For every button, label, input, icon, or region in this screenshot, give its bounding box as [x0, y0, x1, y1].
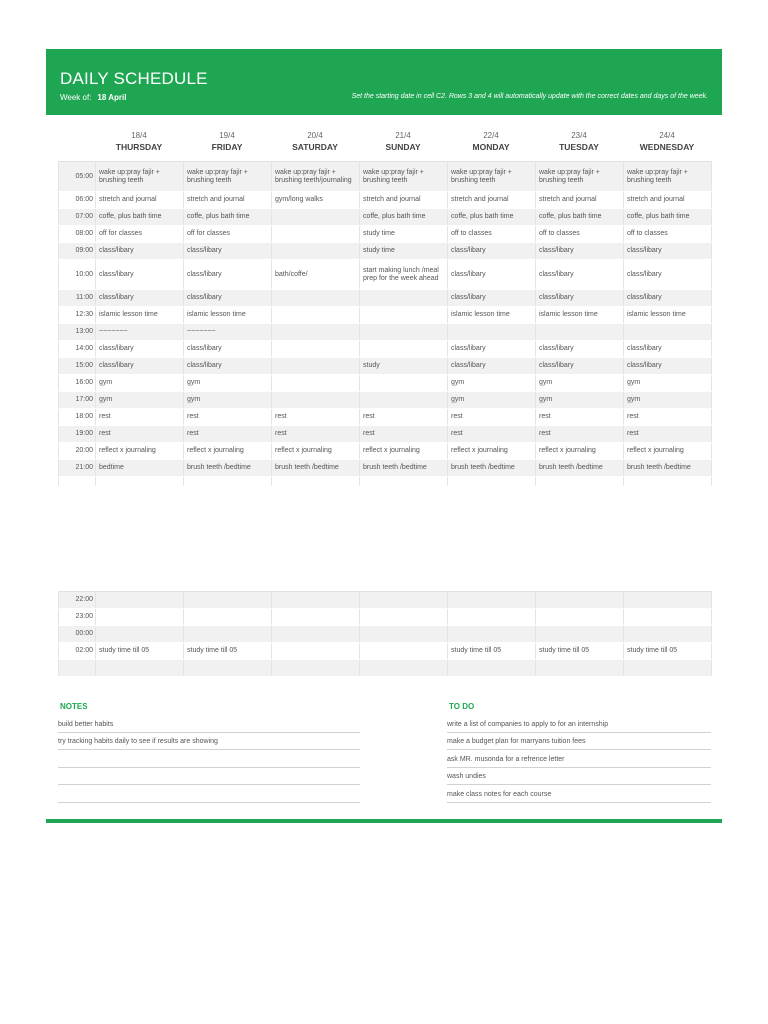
time-cell: 22:00 — [59, 592, 96, 609]
schedule-cell[interactable] — [360, 307, 448, 324]
time-cell: 14:00 — [59, 341, 96, 358]
schedule-cell[interactable]: stretch and journal — [536, 192, 624, 209]
schedule-cell[interactable] — [184, 609, 272, 626]
schedule-cell[interactable]: gym — [536, 375, 624, 392]
schedule-cell[interactable] — [624, 609, 712, 626]
schedule-cell[interactable]: stretch and journal — [624, 192, 712, 209]
table-row — [59, 660, 712, 677]
instructions-text: Set the starting date in cell C2. Rows 3 and 4 will automatically update with the correct dates and days of the week. — [351, 93, 708, 100]
notes-title: NOTES — [60, 702, 88, 711]
schedule-cell[interactable]: class/libary — [624, 243, 712, 260]
schedule-cell[interactable]: reflect x journaling — [272, 443, 360, 460]
day-date: 24/4 — [659, 131, 675, 140]
day-name: THURSDAY — [115, 142, 163, 152]
schedule-cell[interactable]: gym — [624, 392, 712, 409]
schedule-cell[interactable] — [360, 477, 448, 487]
schedule-cell[interactable]: wake up:pray fajir + brushing teeth — [184, 162, 272, 192]
time-cell: 19:00 — [59, 426, 96, 443]
time-cell: 12:30 — [59, 307, 96, 324]
schedule-cell[interactable]: reflect x journaling — [624, 443, 712, 460]
schedule-cell[interactable]: class/libary — [184, 341, 272, 358]
schedule-cell[interactable]: class/libary — [536, 260, 624, 290]
schedule-cell[interactable]: class/libary — [184, 358, 272, 375]
schedule-cell[interactable] — [624, 660, 712, 677]
schedule-cell[interactable]: rest — [536, 409, 624, 426]
day-name: TUESDAY — [559, 142, 599, 152]
table-row — [59, 409, 712, 426]
schedule-cell[interactable]: off to classes — [624, 226, 712, 243]
day-header — [623, 131, 711, 152]
schedule-cell[interactable]: class/libary — [448, 260, 536, 290]
schedule-cell[interactable]: islamic lesson time — [96, 307, 184, 324]
table-row — [59, 358, 712, 375]
day-name: WEDNESDAY — [639, 142, 695, 152]
table-row — [59, 477, 712, 487]
schedule-cell[interactable]: rest — [272, 426, 360, 443]
schedule-cell[interactable]: stretch and journal — [448, 192, 536, 209]
schedule-cell[interactable]: brush teeth /bedtime — [448, 460, 536, 477]
schedule-cell[interactable] — [360, 626, 448, 643]
week-value[interactable]: 18 April — [97, 93, 127, 102]
schedule-cell[interactable] — [448, 660, 536, 677]
schedule-cell[interactable]: class/libary — [448, 341, 536, 358]
schedule-cell[interactable] — [96, 626, 184, 643]
schedule-cell[interactable]: start making lunch /meal prep for the week ahead — [360, 260, 448, 290]
schedule-cell[interactable] — [184, 660, 272, 677]
table-row — [59, 162, 712, 192]
schedule-cell[interactable] — [360, 660, 448, 677]
schedule-cell[interactable]: rest — [360, 426, 448, 443]
page-title: DAILY SCHEDULE — [60, 69, 208, 88]
schedule-cell[interactable]: coffe, plus bath time — [184, 209, 272, 226]
schedule-cell[interactable]: class/libary — [96, 290, 184, 307]
schedule-cell[interactable]: gym — [184, 375, 272, 392]
table-row — [59, 324, 712, 341]
time-cell: 08:00 — [59, 226, 96, 243]
schedule-cell[interactable] — [360, 643, 448, 660]
todo-item[interactable]: wash undies — [447, 768, 711, 785]
schedule-cell[interactable]: islamic lesson time — [624, 307, 712, 324]
schedule-cell[interactable] — [272, 358, 360, 375]
schedule-cell[interactable]: class/libary — [448, 290, 536, 307]
schedule-cell[interactable]: brush teeth /bedtime — [360, 460, 448, 477]
table-row — [59, 643, 712, 660]
schedule-cell[interactable]: brush teeth /bedtime — [624, 460, 712, 477]
schedule-cell[interactable] — [360, 290, 448, 307]
time-cell: 17:00 — [59, 392, 96, 409]
time-cell: 18:00 — [59, 409, 96, 426]
schedule-cell[interactable]: islamic lesson time — [448, 307, 536, 324]
schedule-cell[interactable] — [184, 477, 272, 487]
day-date: 22/4 — [483, 131, 499, 140]
schedule-cell[interactable] — [448, 592, 536, 609]
schedule-cell[interactable]: class/libary — [448, 243, 536, 260]
schedule-cell[interactable]: wake up:pray fajir + brushing teeth — [96, 162, 184, 192]
schedule-cell[interactable] — [448, 324, 536, 341]
week-of — [60, 93, 126, 102]
schedule-cell[interactable]: off for classes — [96, 226, 184, 243]
day-header — [447, 131, 535, 152]
schedule-cell[interactable]: rest — [624, 426, 712, 443]
schedule-cell[interactable]: reflect x journaling — [360, 443, 448, 460]
schedule-cell[interactable] — [272, 307, 360, 324]
table-row — [59, 392, 712, 409]
schedule-cell[interactable]: class/libary — [184, 243, 272, 260]
todo-item[interactable]: make class notes for each course — [447, 786, 711, 803]
time-cell: 23:00 — [59, 609, 96, 626]
day-date: 23/4 — [571, 131, 587, 140]
schedule-cell[interactable] — [272, 643, 360, 660]
schedule-cell[interactable]: rest — [624, 409, 712, 426]
todo-item[interactable]: make a budget plan for marryans tuition fees — [447, 733, 711, 750]
table-row — [59, 375, 712, 392]
schedule-cell[interactable] — [184, 626, 272, 643]
schedule-cell[interactable]: off to classes — [448, 226, 536, 243]
time-cell: 00:00 — [59, 626, 96, 643]
schedule-cell[interactable] — [536, 626, 624, 643]
footer-bar — [46, 819, 722, 823]
table-row — [59, 260, 712, 290]
day-header — [359, 131, 447, 152]
notes-item[interactable]: build better habits — [58, 716, 360, 733]
schedule-cell[interactable]: stretch and journal — [96, 192, 184, 209]
schedule-cell[interactable]: brush teeth /bedtime — [184, 460, 272, 477]
schedule-cell[interactable] — [624, 324, 712, 341]
schedule-table-day — [58, 161, 712, 487]
schedule-cell[interactable]: brush teeth /bedtime — [536, 460, 624, 477]
schedule-cell[interactable]: reflect x journaling — [184, 443, 272, 460]
schedule-cell[interactable] — [360, 609, 448, 626]
table-row — [59, 209, 712, 226]
schedule-cell[interactable]: class/libary — [96, 243, 184, 260]
day-header — [183, 131, 271, 152]
schedule-cell[interactable]: brush teeth /bedtime — [272, 460, 360, 477]
time-cell: 10:00 — [59, 260, 96, 290]
time-cell: 15:00 — [59, 358, 96, 375]
time-cell: 20:00 — [59, 443, 96, 460]
schedule-cell[interactable] — [624, 477, 712, 487]
schedule-cell[interactable] — [96, 660, 184, 677]
schedule-cell[interactable] — [360, 375, 448, 392]
time-cell — [59, 660, 96, 677]
schedule-cell[interactable]: class/libary — [624, 358, 712, 375]
schedule-cell[interactable]: reflect x journaling — [536, 443, 624, 460]
notes-item[interactable] — [58, 768, 360, 785]
schedule-cell[interactable]: class/libary — [448, 358, 536, 375]
schedule-cell[interactable]: class/libary — [624, 260, 712, 290]
schedule-cell[interactable]: ~~~~~~~ — [96, 324, 184, 341]
schedule-cell[interactable] — [272, 209, 360, 226]
time-cell: 06:00 — [59, 192, 96, 209]
schedule-cell[interactable] — [272, 341, 360, 358]
schedule-cell[interactable]: stretch and journal — [184, 192, 272, 209]
table-row — [59, 426, 712, 443]
schedule-cell[interactable] — [536, 592, 624, 609]
schedule-cell[interactable]: rest — [272, 409, 360, 426]
schedule-cell[interactable]: study time till 05 — [184, 643, 272, 660]
schedule-cell[interactable]: class/libary — [184, 290, 272, 307]
schedule-cell[interactable]: coffe, plus bath time — [448, 209, 536, 226]
schedule-cell[interactable]: stretch and journal — [360, 192, 448, 209]
schedule-cell[interactable] — [272, 226, 360, 243]
schedule-cell[interactable]: study time till 05 — [448, 643, 536, 660]
schedule-cell[interactable]: islamic lesson time — [184, 307, 272, 324]
day-header — [535, 131, 623, 152]
schedule-cell[interactable] — [272, 243, 360, 260]
schedule-cell[interactable]: gym — [184, 392, 272, 409]
schedule-cell[interactable] — [272, 477, 360, 487]
table-row — [59, 592, 712, 609]
schedule-cell[interactable]: class/libary — [96, 358, 184, 375]
schedule-cell[interactable]: gym — [448, 392, 536, 409]
schedule-cell[interactable]: coffe, plus bath time — [96, 209, 184, 226]
time-cell: 09:00 — [59, 243, 96, 260]
schedule-cell[interactable]: class/libary — [536, 290, 624, 307]
schedule-cell[interactable]: coffe, plus bath time — [360, 209, 448, 226]
schedule-cell[interactable] — [360, 341, 448, 358]
time-cell: 05:00 — [59, 162, 96, 192]
schedule-cell[interactable]: class/libary — [96, 341, 184, 358]
table-row — [59, 243, 712, 260]
schedule-cell[interactable]: class/libary — [536, 341, 624, 358]
schedule-cell[interactable]: gym — [448, 375, 536, 392]
schedule-cell[interactable]: reflect x journaling — [448, 443, 536, 460]
schedule-cell[interactable] — [448, 626, 536, 643]
schedule-cell[interactable]: off for classes — [184, 226, 272, 243]
schedule-cell[interactable] — [272, 592, 360, 609]
day-name: SATURDAY — [292, 142, 338, 152]
schedule-cell[interactable] — [272, 626, 360, 643]
schedule-cell[interactable] — [96, 592, 184, 609]
schedule-cell[interactable]: rest — [448, 426, 536, 443]
todo-item[interactable]: write a list of companies to apply to for an internship — [447, 716, 711, 733]
table-row — [59, 192, 712, 209]
schedule-cell[interactable]: bedtime — [96, 460, 184, 477]
time-cell: 13:00 — [59, 324, 96, 341]
schedule-cell[interactable]: study time — [360, 243, 448, 260]
schedule-cell[interactable]: wake up:pray fajir + brushing teeth — [360, 162, 448, 192]
day-name: FRIDAY — [211, 142, 243, 152]
table-row — [59, 290, 712, 307]
day-name: MONDAY — [472, 142, 510, 152]
schedule-cell[interactable]: rest — [184, 409, 272, 426]
notes-item[interactable] — [58, 786, 360, 803]
schedule-cell[interactable]: rest — [184, 426, 272, 443]
schedule-cell[interactable] — [536, 660, 624, 677]
time-cell: 02:00 — [59, 643, 96, 660]
schedule-cell[interactable] — [536, 324, 624, 341]
schedule-cell[interactable] — [536, 609, 624, 626]
table-row — [59, 609, 712, 626]
schedule-cell[interactable]: wake up:pray fajir + brushing teeth/journaling — [272, 162, 360, 192]
schedule-cell[interactable]: wake up:pray fajir + brushing teeth — [448, 162, 536, 192]
schedule-cell[interactable] — [448, 609, 536, 626]
table-row — [59, 443, 712, 460]
schedule-table-night — [58, 591, 712, 677]
table-row — [59, 341, 712, 358]
day-header — [95, 131, 183, 152]
table-row — [59, 307, 712, 324]
schedule-cell[interactable]: class/libary — [624, 341, 712, 358]
schedule-cell[interactable]: gym — [96, 392, 184, 409]
schedule-cell[interactable]: wake up:pray fajir + brushing teeth — [624, 162, 712, 192]
time-cell: 07:00 — [59, 209, 96, 226]
schedule-cell[interactable]: ~~~~~~~ — [184, 324, 272, 341]
schedule-cell[interactable] — [272, 290, 360, 307]
schedule-cell[interactable] — [272, 609, 360, 626]
schedule-cell[interactable]: study — [360, 358, 448, 375]
schedule-cell[interactable] — [272, 660, 360, 677]
day-date: 20/4 — [307, 131, 323, 140]
schedule-cell[interactable]: class/libary — [96, 260, 184, 290]
week-label: Week of: — [60, 93, 92, 102]
schedule-cell[interactable] — [448, 477, 536, 487]
schedule-cell[interactable]: gym — [536, 392, 624, 409]
schedule-cell[interactable]: study time till 05 — [624, 643, 712, 660]
schedule-cell[interactable] — [96, 609, 184, 626]
schedule-cell[interactable] — [624, 626, 712, 643]
day-date: 21/4 — [395, 131, 411, 140]
table-row — [59, 460, 712, 477]
notes-item[interactable] — [58, 751, 360, 768]
schedule-cell[interactable] — [272, 324, 360, 341]
schedule-cell[interactable]: class/libary — [184, 260, 272, 290]
table-row — [59, 226, 712, 243]
schedule-cell[interactable]: class/libary — [536, 243, 624, 260]
schedule-cell[interactable]: reflect x journaling — [96, 443, 184, 460]
schedule-cell[interactable] — [272, 375, 360, 392]
schedule-cell[interactable]: islamic lesson time — [536, 307, 624, 324]
schedule-cell[interactable]: gym — [96, 375, 184, 392]
schedule-cell[interactable] — [360, 592, 448, 609]
schedule-cell[interactable] — [96, 477, 184, 487]
schedule-cell[interactable]: rest — [96, 409, 184, 426]
schedule-cell[interactable] — [624, 592, 712, 609]
day-header — [271, 131, 359, 152]
notes-item[interactable]: try tracking habits daily to see if results are showing — [58, 733, 360, 750]
schedule-cell[interactable]: study time till 05 — [96, 643, 184, 660]
todo-item[interactable]: ask MR. musonda for a refrence letter — [447, 751, 711, 768]
schedule-cell[interactable] — [360, 324, 448, 341]
day-date: 19/4 — [219, 131, 235, 140]
schedule-cell[interactable]: rest — [536, 426, 624, 443]
time-cell: 21:00 — [59, 460, 96, 477]
schedule-cell[interactable]: gym/long walks — [272, 192, 360, 209]
table-row — [59, 626, 712, 643]
schedule-cell[interactable]: class/libary — [536, 358, 624, 375]
todo-title: TO DO — [449, 702, 475, 711]
time-cell — [59, 477, 96, 487]
schedule-cell[interactable]: off to classes — [536, 226, 624, 243]
schedule-cell[interactable]: coffe, plus bath time — [624, 209, 712, 226]
schedule-cell[interactable]: wake up:pray fajir + brushing teeth — [536, 162, 624, 192]
schedule-cell[interactable] — [272, 392, 360, 409]
schedule-cell[interactable] — [360, 392, 448, 409]
day-date: 18/4 — [131, 131, 147, 140]
time-cell: 11:00 — [59, 290, 96, 307]
time-cell: 16:00 — [59, 375, 96, 392]
schedule-cell[interactable]: rest — [360, 409, 448, 426]
schedule-cell[interactable]: rest — [96, 426, 184, 443]
header-banner — [46, 49, 722, 115]
schedule-cell[interactable]: class/libary — [624, 290, 712, 307]
schedule-cell[interactable]: study time till 05 — [536, 643, 624, 660]
schedule-cell[interactable]: study time — [360, 226, 448, 243]
schedule-cell[interactable]: bath/coffe/ — [272, 260, 360, 290]
schedule-cell[interactable]: gym — [624, 375, 712, 392]
schedule-cell[interactable] — [184, 592, 272, 609]
schedule-cell[interactable] — [536, 477, 624, 487]
day-name: SUNDAY — [385, 142, 421, 152]
schedule-cell[interactable]: rest — [448, 409, 536, 426]
schedule-cell[interactable]: coffe, plus bath time — [536, 209, 624, 226]
